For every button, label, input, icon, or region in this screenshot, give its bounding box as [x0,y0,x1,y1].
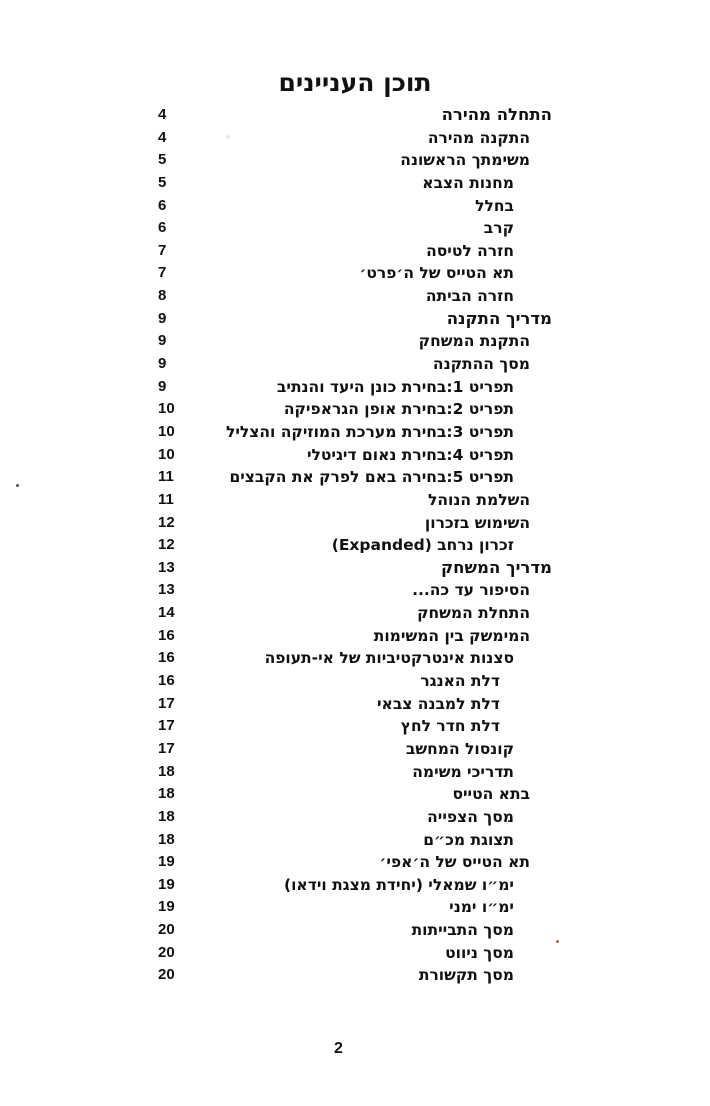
toc-entry-page: 17 [158,739,175,757]
toc-entry-title: התחלת המשחק [417,604,530,623]
toc-row [0,783,710,806]
toc-entry-title: התקנה מהירה [427,128,530,147]
toc-entry-title: תפריט 1:בחירת כונן היעד והנתיב [276,377,514,396]
toc-entry-title: השימוש בזכרון [424,513,530,532]
toc-entry-page: 11 [158,468,174,486]
bleed-through-text: ּ [228,112,230,163]
toc-entry-title: תפריט 2:בחירת אופן הגראפיקה [283,400,514,419]
page-number: 2 [334,1040,343,1057]
toc-entry-page: 13 [158,581,175,599]
toc-row [0,693,710,716]
toc-entry-page: 19 [158,875,175,893]
toc-entry-title: בתא הטייס [452,785,530,804]
toc-row [0,240,710,263]
toc-entry-title: תדריכי משימה [412,762,514,781]
toc-row [0,421,710,444]
toc-row [0,172,710,195]
toc-entry-page: 18 [158,785,175,803]
toc-entry-title: מחנות הצבא [422,173,514,192]
toc-row [0,919,710,942]
toc-entry-title: תא הטייס של ה׳אפי׳ [379,853,530,872]
toc-entry-page: 18 [158,807,175,825]
toc-row [0,512,710,535]
toc-entry-page: 19 [158,853,175,871]
toc-entry-title: מדריך התקנה [446,308,552,328]
toc-row [0,602,710,625]
toc-row [0,625,710,648]
toc-row [0,534,710,557]
toc-entry-title: ימ״ו ימני [449,898,514,917]
toc-entry-page: 9 [158,309,167,327]
toc-entry-page: 17 [158,694,175,712]
toc-entry-page: 12 [158,536,175,554]
toc-entry-title: התקנת המשחק [418,332,530,351]
toc-entry-title: קונסול המחשב [405,739,514,758]
toc-entry-title: בחלל [475,196,514,215]
toc-entry-title: ימ״ו שמאלי (יחידת מצגת וידאו) [284,875,514,894]
toc-entry-title: משימתך הראשונה [400,151,530,170]
toc-row [0,715,710,738]
toc-entry-title: התחלה מהירה [441,105,552,124]
toc-entry-title: תפריט 3:בחירת מערכת המוזיקה והצליל [225,422,514,441]
toc-row [0,127,710,150]
toc-entry-page: 12 [158,513,175,531]
toc-entry-page: 17 [158,717,175,735]
toc-entry-page: 16 [158,626,175,644]
toc-entry-title: מסך התבייתות [411,921,514,940]
toc-entry-page: 20 [158,966,175,984]
toc-entry-title: מסך הצפייה [427,807,514,826]
toc-row [0,670,710,693]
toc-entry-title: תצוגת מכ״ם [423,830,514,849]
toc-entry-title: מסך ניווט [445,943,514,962]
toc-row [0,874,710,897]
toc-entry-title: דלת האנגר [420,672,500,691]
toc-entry-title: מסך תקשורת [418,966,514,985]
toc-row [0,285,710,308]
toc-row [0,330,710,353]
toc-entry-title: חזרה הביתה [425,287,514,306]
toc-entry-page: 18 [158,830,175,848]
toc-entry-page: 6 [158,219,167,237]
toc-row [0,149,710,172]
margin-mark [16,484,19,487]
toc-row [0,398,710,421]
toc-entry-title: מסך ההתקנה [432,355,530,374]
toc-entry-page: 16 [158,672,175,690]
toc-entry-page: 9 [158,377,167,395]
toc-entry-page: 7 [158,241,167,259]
toc-entry-page: 4 [158,106,167,123]
toc-entry-page: 10 [158,445,175,463]
toc-row [0,104,710,127]
page-title: תוכן העניינים [278,68,432,97]
toc-entry-page: 20 [158,921,175,939]
toc-entry-page: 8 [158,287,167,305]
toc-row [0,829,710,852]
toc-entry-page: 9 [158,332,167,350]
toc-row [0,353,710,376]
toc-entry-title: חזרה לטיסה [426,241,514,260]
toc-entry-page: 6 [158,196,167,214]
toc-row [0,896,710,919]
table-of-contents [0,104,710,987]
toc-entry-title: תפריט 4:בחירת נאום דיגיטלי [306,445,514,464]
toc-entry-page: 7 [158,264,167,282]
toc-entry-page: 14 [158,604,175,622]
toc-row [0,761,710,784]
toc-entry-page: 11 [158,490,174,508]
toc-entry-page: 9 [158,355,167,373]
toc-row [0,579,710,602]
toc-row [0,557,710,580]
toc-entry-title: קרב [483,219,514,238]
toc-entry-page: 10 [158,422,175,440]
toc-entry-page: 16 [158,649,175,667]
toc-entry-title: השלמת הנוהל [428,490,530,509]
toc-row [0,647,710,670]
toc-entry-page: 10 [158,400,175,418]
ink-dot [556,940,559,943]
toc-row [0,964,710,987]
toc-entry-title: סצנות אינטרקטיביות של אי-תעופה [264,649,514,668]
toc-row [0,942,710,965]
toc-row [0,851,710,874]
toc-row [0,217,710,240]
toc-row [0,466,710,489]
toc-entry-title: מדריך המשחק [441,557,552,577]
toc-row [0,444,710,467]
toc-entry-title: המימשק בין המשימות [373,626,530,645]
toc-entry-page: 18 [158,762,175,780]
toc-entry-page: 4 [158,128,167,146]
toc-row [0,376,710,399]
toc-entry-page: 5 [158,173,167,191]
toc-row [0,489,710,512]
toc-entry-page: 5 [158,151,167,169]
toc-row [0,806,710,829]
toc-entry-title: דלת חדר לחץ [400,717,500,736]
toc-row [0,308,710,331]
toc-row [0,738,710,761]
toc-entry-title: תא הטייס של ה׳פרט׳ [359,264,514,283]
toc-entry-title: תפריט 5:בחירה באם לפרק את הקבצים [229,468,514,487]
toc-entry-title: הסיפור עד כה... [412,581,530,600]
toc-entry-page: 20 [158,943,175,961]
toc-row [0,262,710,285]
toc-entry-title: זכרון נרחב (Expanded) [331,536,514,555]
toc-entry-title: דלת למבנה צבאי [376,694,500,713]
toc-entry-page: 19 [158,898,175,916]
toc-row [0,195,710,218]
toc-entry-page: 13 [158,558,175,576]
